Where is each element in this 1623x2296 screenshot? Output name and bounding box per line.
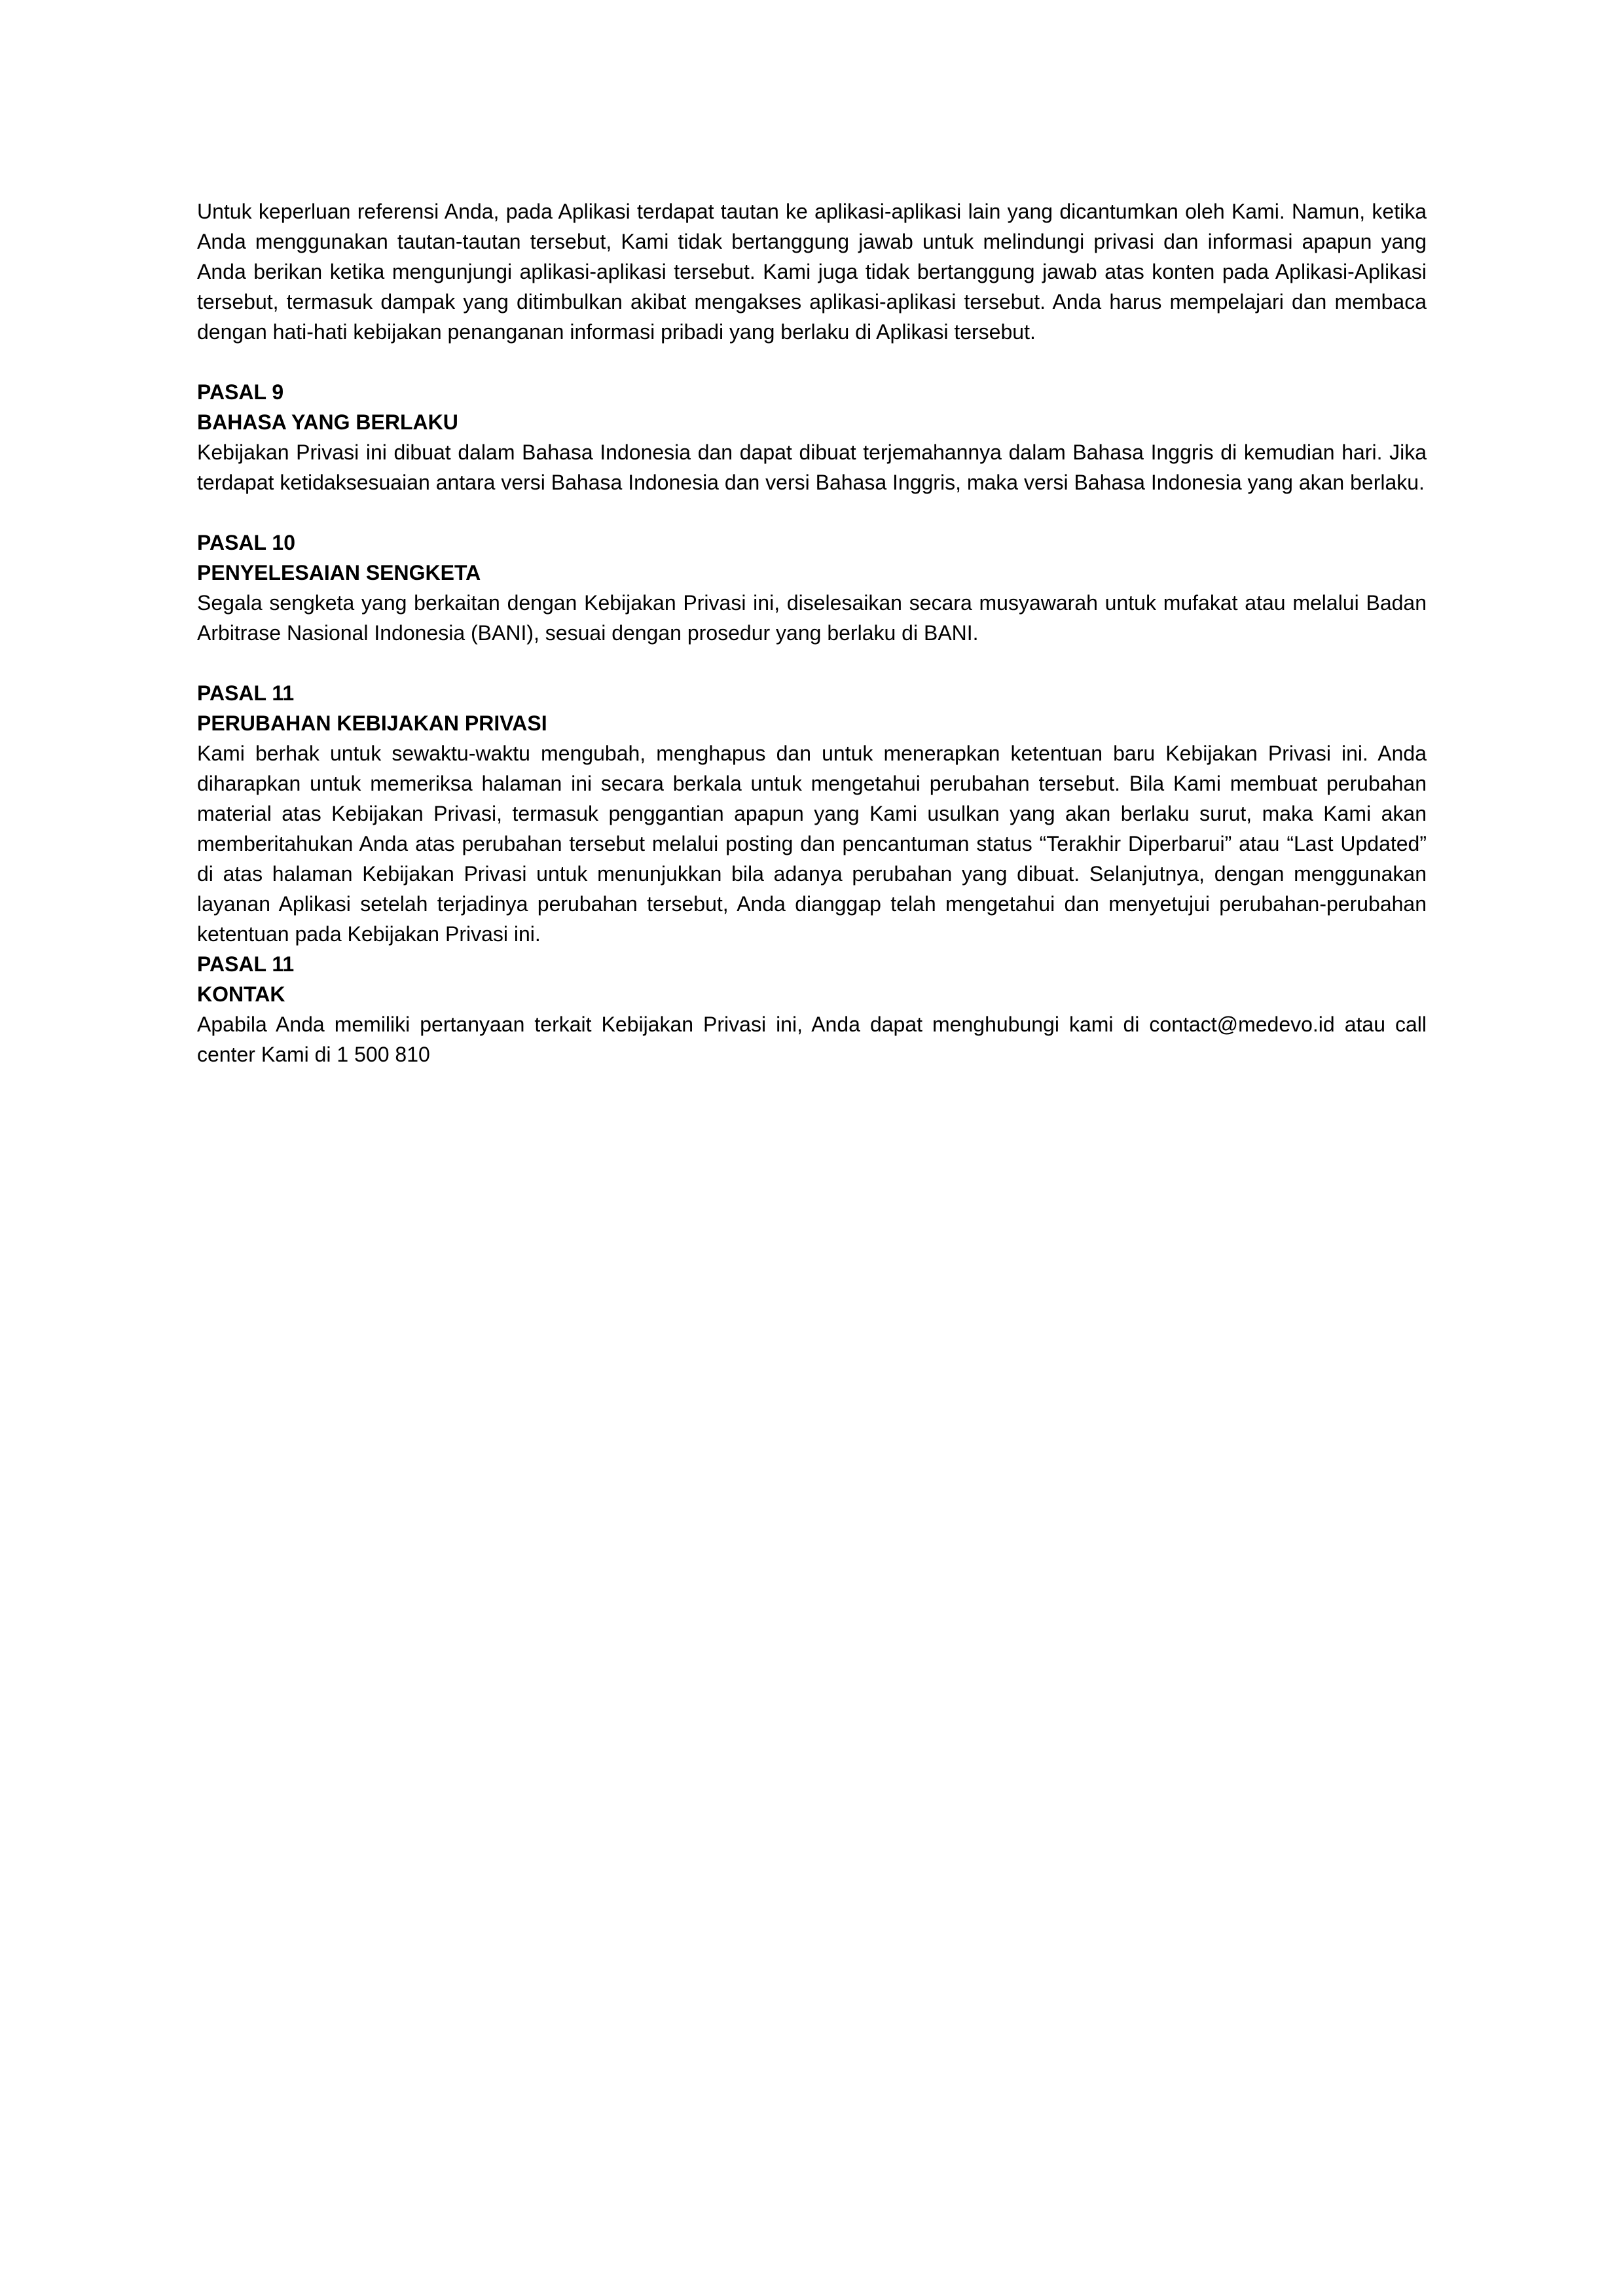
section-number: PASAL 11 [197, 681, 295, 705]
section-body: Segala sengketa yang berkaitan dengan Kebijakan Privasi ini, diselesaikan secara musyawarah untuk mufakat atau melalui Badan Arbitrase Nasional Indonesia (BANI), sesuai dengan prosedur yang berlaku di BANI. [197, 591, 1427, 645]
spacer [197, 497, 1427, 528]
section-number: PASAL 10 [197, 531, 295, 554]
section-title: BAHASA YANG BERLAKU [197, 410, 458, 434]
section-number: PASAL 9 [197, 380, 284, 404]
section-body: Kami berhak untuk sewaktu-waktu mengubah, menghapus dan untuk menerapkan ketentuan baru Kebijakan Privasi ini. Anda diharapkan untuk memeriksa halaman ini secara berkala untuk mengetahui perubahan tersebut. Bila Kami membuat perubahan material atas Kebijakan Privasi, termasuk penggantian apapun yang Kami usulkan yang akan berlaku surut, maka Kami akan memberitahukan Anda atas perubahan tersebut melalui posting dan pencantuman status “Terakhir Diperbarui” atau “Last Updated” di atas halaman Kebijakan Privasi untuk menunjukkan bila adanya perubahan yang dibuat. Selanjutnya, dengan menggunakan layanan Aplikasi setelah terjadinya perubahan tersebut, Anda dianggap telah mengetahui dan menyetujui perubahan-perubahan ketentuan pada Kebijakan Privasi ini. [197, 742, 1427, 946]
section-title: KONTAK [197, 982, 285, 1006]
section-title: PERUBAHAN KEBIJAKAN PRIVASI [197, 711, 547, 735]
section-pasal-10 [197, 528, 1427, 648]
document-page [197, 196, 1427, 1069]
section-body: Kebijakan Privasi ini dibuat dalam Bahasa Indonesia dan dapat dibuat terjemahannya dalam Bahasa Inggris di kemudian hari. Jika terdapat ketidaksesuaian antara versi Bahasa Indonesia dan versi Bahasa Inggris, maka versi Bahasa Indonesia yang akan berlaku. [197, 440, 1427, 494]
intro-paragraph: Untuk keperluan referensi Anda, pada Aplikasi terdapat tautan ke aplikasi-aplikasi lain yang dicantumkan oleh Kami. Namun, ketika Anda menggunakan tautan-tautan tersebut, Kami tidak bertanggung jawab untuk melindungi privasi dan informasi apapun yang Anda berikan ketika mengunjungi aplikasi-aplikasi tersebut. Kami juga tidak bertanggung jawab atas konten pada Aplikasi-Aplikasi tersebut, termasuk dampak yang ditimbulkan akibat mengakses aplikasi-aplikasi tersebut. Anda harus mempelajari dan membaca dengan hati-hati kebijakan penanganan informasi pribadi yang berlaku di Aplikasi tersebut. [197, 200, 1427, 344]
section-title: PENYELESAIAN SENGKETA [197, 561, 481, 584]
section-pasal-11-perubahan [197, 678, 1427, 949]
section-number: PASAL 11 [197, 952, 295, 976]
section-pasal-9 [197, 377, 1427, 497]
section-pasal-11-kontak [197, 949, 1427, 1069]
section-body: Apabila Anda memiliki pertanyaan terkait Kebijakan Privasi ini, Anda dapat menghubungi kami di contact@medevo.id atau call center Kami di 1 500 810 [197, 1013, 1427, 1066]
spacer [197, 648, 1427, 678]
spacer [197, 347, 1427, 377]
